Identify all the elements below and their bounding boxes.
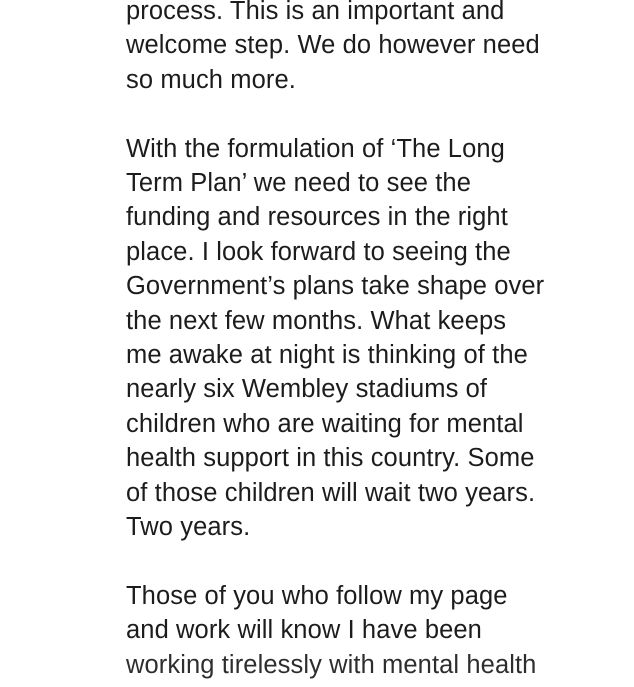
statement-text bbox=[126, 0, 596, 687]
text-line: nearly six Wembley stadiums of bbox=[126, 375, 488, 404]
text-line: of those children will wait two years. bbox=[126, 478, 536, 507]
text-line: children who are waiting for mental bbox=[126, 409, 524, 438]
text-line: Those of you who follow my page bbox=[126, 581, 508, 610]
text-line: Two years. bbox=[126, 513, 251, 542]
text-line: health support in this country. Some bbox=[126, 444, 535, 473]
text-line: so much more. bbox=[126, 65, 296, 94]
text-line: With the formulation of ‘The Long bbox=[126, 134, 505, 163]
text-line: me awake at night is thinking of the bbox=[126, 341, 528, 370]
paragraph-1 bbox=[126, 0, 596, 97]
text-line: process. This is an important and bbox=[126, 0, 505, 25]
text-line: and work will know I have been bbox=[126, 616, 482, 645]
text-line: welcome step. We do however need bbox=[126, 31, 540, 60]
text-line: working tirelessly with mental health bbox=[126, 650, 537, 679]
text-line: Term Plan’ we need to see the bbox=[126, 169, 471, 198]
paragraph-2 bbox=[126, 132, 596, 545]
text-line: funding and resources in the right bbox=[126, 203, 508, 232]
paragraph-3 bbox=[126, 579, 596, 682]
text-line: Government’s plans take shape over bbox=[126, 272, 545, 301]
text-line: the next few months. What keeps bbox=[126, 306, 507, 335]
text-line: place. I look forward to seeing the bbox=[126, 237, 511, 266]
